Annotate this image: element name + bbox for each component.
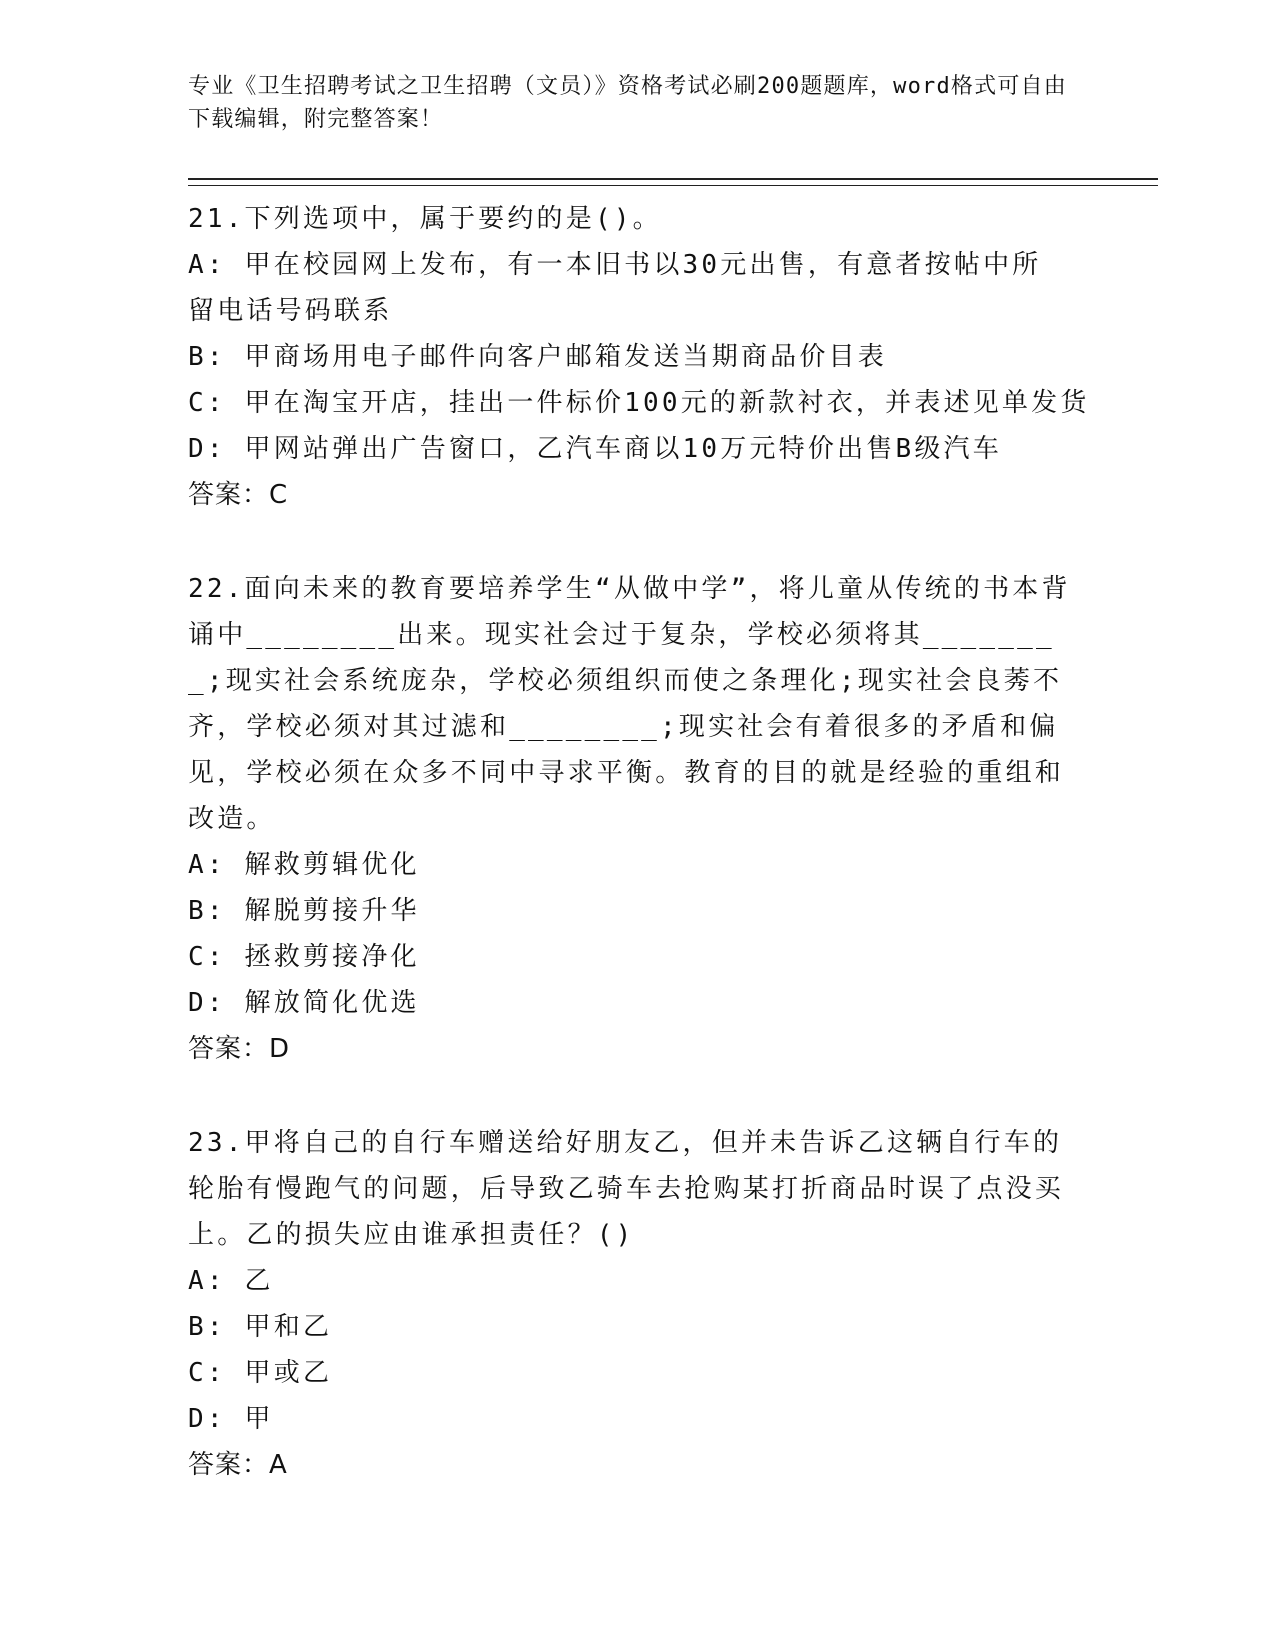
question-21 [188, 196, 1158, 518]
header-divider [188, 178, 1158, 186]
document-page [188, 70, 1158, 1488]
answer: 答案：D [188, 1034, 291, 1064]
option-c: C: 甲或乙 [188, 1358, 333, 1388]
question-23 [188, 1120, 1158, 1488]
option-b: B: 甲商场用电子邮件向客户邮箱发送当期商品价目表 [188, 342, 887, 372]
question-stem: 21.下列选项中，属于要约的是()。 [188, 204, 662, 234]
option-d: D: 甲网站弹出广告窗口，乙汽车商以10万元特价出售B级汽车 [188, 434, 1002, 464]
option-c: C: 拯救剪接净化 [188, 942, 420, 972]
question-22 [188, 566, 1158, 1072]
document-header: 专业《卫生招聘考试之卫生招聘（文员）》资格考试必刷200题题库，word格式可自由下载编辑，附完整答案！ [188, 74, 1067, 132]
option-a: A: 甲在校园网上发布，有一本旧书以30元出售，有意者按帖中所留电话号码联系 [188, 250, 1042, 326]
option-d: D: 甲 [188, 1404, 274, 1434]
option-a: A: 解救剪辑优化 [188, 850, 420, 880]
answer: 答案：C [188, 480, 289, 510]
answer: 答案：A [188, 1450, 288, 1480]
option-d: D: 解放简化优选 [188, 988, 420, 1018]
question-stem: 23.甲将自己的自行车赠送给好朋友乙，但并未告诉乙这辆自行车的轮胎有慢跑气的问题，后导致乙骑车去抢购某打折商品时误了点没买上。乙的损失应由谁承担责任？() [188, 1128, 1065, 1250]
option-a: A: 乙 [188, 1266, 274, 1296]
question-stem: 22.面向未来的教育要培养学生“从做中学”，将儿童从传统的书本背诵中________出来。现实社会过于复杂，学校必须将其________;现实社会系统庞杂，学校必须组织而使之条理化;现实社会良莠不齐，学校必须对其过滤和________;现实社会有着很多的矛盾和偏见，学校必须在众多不同中寻求平衡。教育的目的就是经验的重组和改造。 [188, 574, 1071, 834]
option-b: B: 解脱剪接升华 [188, 896, 420, 926]
option-c: C: 甲在淘宝开店，挂出一件标价100元的新款衬衣，并表述见单发货 [188, 388, 1090, 418]
option-b: B: 甲和乙 [188, 1312, 333, 1342]
